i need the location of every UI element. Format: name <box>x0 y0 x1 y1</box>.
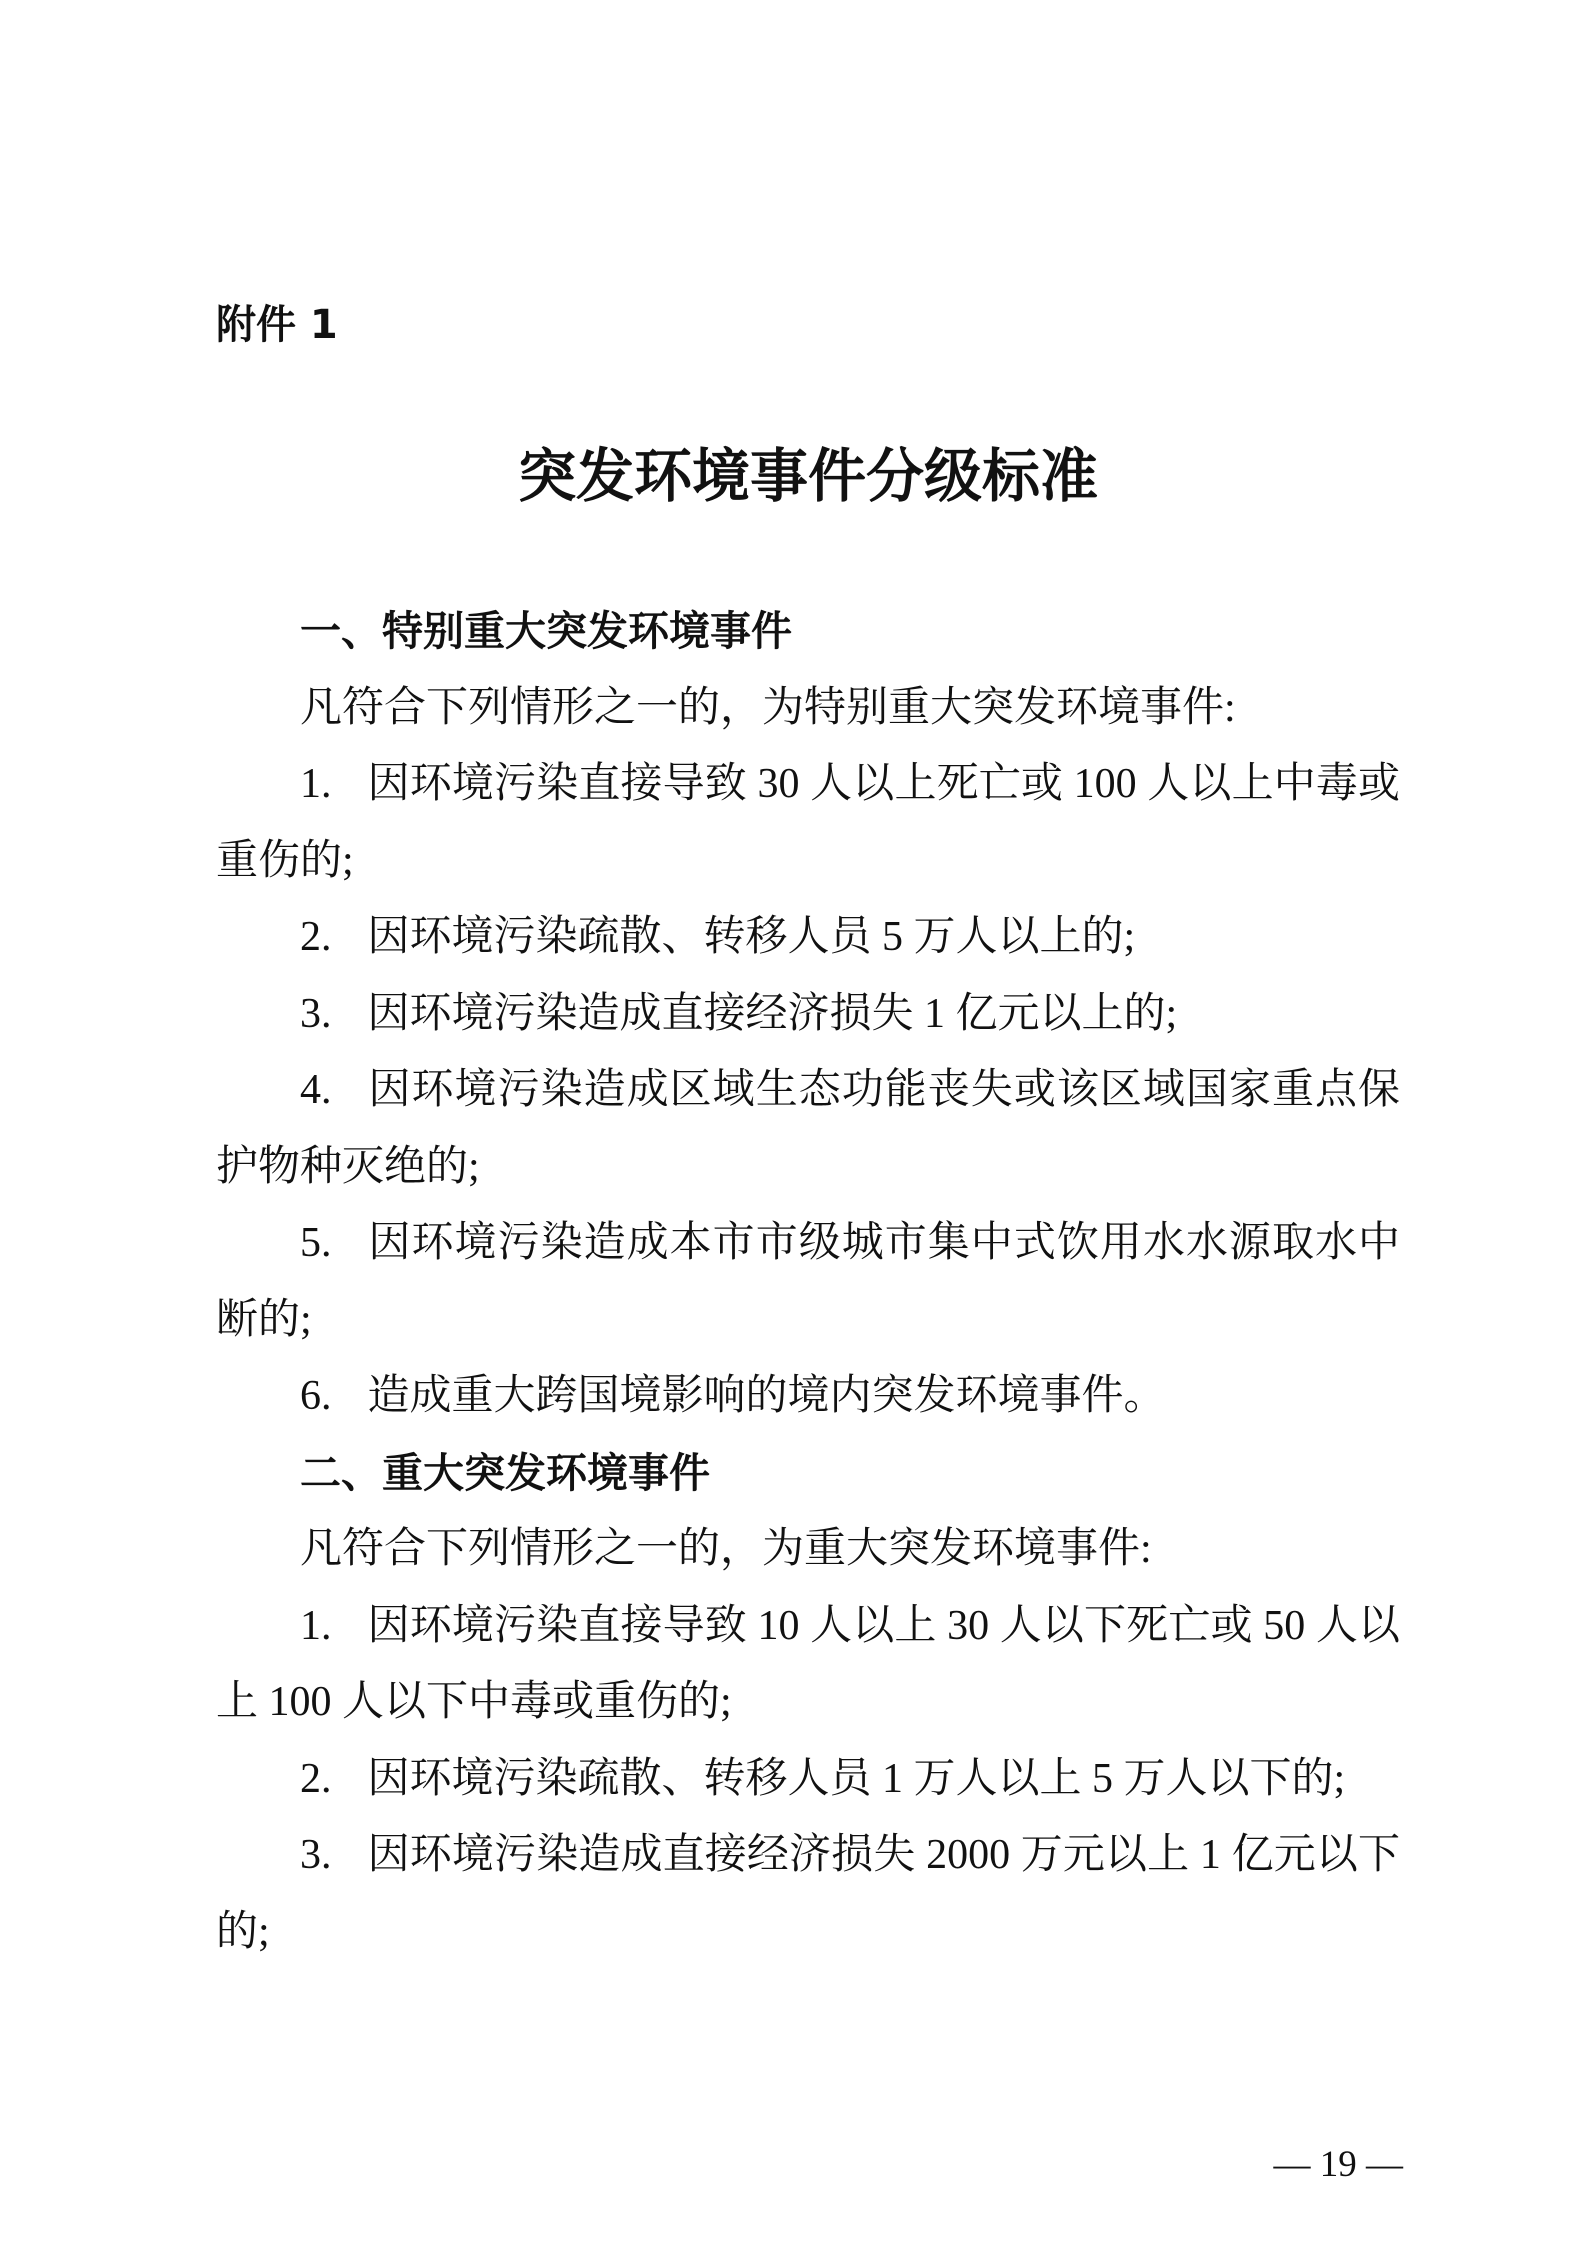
attachment-label: 附件 1 <box>216 302 338 348</box>
section-heading-2: 二、重大突发环境事件 <box>300 1448 710 1497</box>
item-number: 4. <box>300 1067 332 1113</box>
section-heading-1: 一、特别重大突发环境事件 <box>300 607 792 655</box>
item-number: 3. <box>300 1832 332 1878</box>
list-item <box>216 1817 1400 1894</box>
item-number: 2. <box>300 1755 332 1802</box>
item-continuation: 的; <box>216 1908 270 1955</box>
item-text: 因环境污染造成本市市级城市集中式饮用水水源取水中 <box>367 1220 1400 1266</box>
list-item <box>216 746 1400 823</box>
list-item <box>216 899 1400 976</box>
list-item <box>216 1588 1400 1665</box>
section-intro-2: 凡符合下列情形之一的，为重大突发环境事件: <box>300 1526 1152 1572</box>
list-item <box>216 1205 1400 1282</box>
item-text: 造成重大跨国境影响的境内突发环境事件。 <box>367 1373 1166 1419</box>
item-continuation: 断的; <box>216 1296 312 1343</box>
item-number: 1. <box>300 761 332 807</box>
item-number: 2. <box>300 914 332 960</box>
item-text: 因环境污染造成直接经济损失 2000 万元以上 1 亿元以下 <box>367 1832 1400 1878</box>
item-continuation: 重伤的; <box>216 837 354 884</box>
list-item <box>216 976 1400 1053</box>
list-item <box>216 1358 1400 1435</box>
item-number: 6. <box>300 1373 332 1419</box>
page-number: — 19 — <box>1273 2144 1403 2185</box>
item-text: 因环境污染造成区域生态功能丧失或该区域国家重点保 <box>367 1067 1400 1113</box>
item-text: 因环境污染造成直接经济损失 1 亿元以上的; <box>367 990 1178 1037</box>
item-number: 5. <box>300 1220 332 1266</box>
item-text: 因环境污染直接导致 10 人以上 30 人以下死亡或 50 人以 <box>367 1602 1400 1649</box>
page-title: 突发环境事件分级标准 <box>517 442 1098 510</box>
item-text: 因环境污染疏散、转移人员 5 万人以上的; <box>367 914 1136 960</box>
item-continuation: 上 100 人以下中毒或重伤的; <box>216 1679 732 1725</box>
list-item <box>216 1052 1400 1129</box>
item-text: 因环境污染直接导致 30 人以上死亡或 100 人以上中毒或 <box>367 761 1400 807</box>
item-continuation: 护物种灭绝的; <box>216 1143 480 1190</box>
document-body <box>216 593 1400 1970</box>
item-number: 1. <box>300 1602 332 1649</box>
item-number: 3. <box>300 990 332 1037</box>
item-text: 因环境污染疏散、转移人员 1 万人以上 5 万人以下的; <box>367 1755 1346 1802</box>
section-intro-1: 凡符合下列情形之一的，为特别重大突发环境事件: <box>300 684 1236 731</box>
list-item <box>216 1741 1400 1818</box>
